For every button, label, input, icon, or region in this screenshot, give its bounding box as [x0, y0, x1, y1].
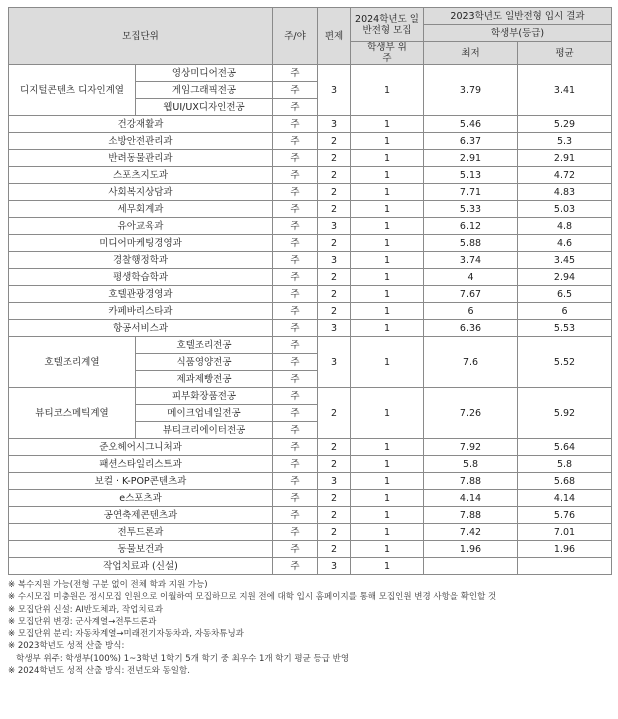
grade-cell: 3 — [318, 473, 351, 490]
min-cell: 4.14 — [424, 490, 518, 507]
table-row — [9, 524, 612, 541]
grade-cell: 2 — [318, 490, 351, 507]
plan-cell: 1 — [351, 116, 424, 133]
avg-cell: 1.96 — [518, 541, 612, 558]
department-name-cell: 전투드론과 — [9, 524, 273, 541]
department-name-cell: 스포츠지도과 — [9, 167, 273, 184]
day-night-cell: 주 — [273, 184, 318, 201]
plan-cell: 1 — [351, 490, 424, 507]
plan-cell: 1 — [351, 184, 424, 201]
department-name-cell: 평생학습학과 — [9, 269, 273, 286]
footnote-line: ※ 모집단위 변경: 군사계열→전투드론과 — [8, 616, 157, 627]
avg-cell: 5.29 — [518, 116, 612, 133]
grade-cell: 3 — [318, 320, 351, 337]
group-name-cell: 디지털콘텐츠 디자인계열 — [9, 65, 136, 116]
header-day-night: 주/야 — [273, 8, 318, 65]
day-night-cell: 주 — [273, 218, 318, 235]
footnote-line: ※ 2023학년도 성적 산출 방식: — [8, 641, 125, 652]
day-night-cell: 주 — [273, 456, 318, 473]
min-cell: 7.92 — [424, 439, 518, 456]
min-cell: 7.26 — [424, 388, 518, 439]
min-cell: 2.91 — [424, 150, 518, 167]
min-cell: 4 — [424, 269, 518, 286]
plan-cell: 1 — [351, 150, 424, 167]
table-row — [9, 269, 612, 286]
plan-cell: 1 — [351, 473, 424, 490]
footnote-line: ※ 모집단위 신설: AI반도체과, 작업치료과 — [8, 604, 163, 615]
department-name-cell: 보컬 · K-POP콘텐츠과 — [9, 473, 273, 490]
min-cell: 7.42 — [424, 524, 518, 541]
day-night-cell: 주 — [273, 354, 318, 371]
department-name-cell: 건강재활과 — [9, 116, 273, 133]
footnotes — [8, 579, 611, 677]
plan-cell: 1 — [351, 524, 424, 541]
table-row — [9, 116, 612, 133]
department-name-cell: 소방안전관리과 — [9, 133, 273, 150]
avg-cell: 5.64 — [518, 439, 612, 456]
table-row — [9, 337, 612, 354]
plan-cell: 1 — [351, 133, 424, 150]
table-row — [9, 201, 612, 218]
day-night-cell: 주 — [273, 558, 318, 575]
department-name-cell: 동물보건과 — [9, 541, 273, 558]
table-row — [9, 252, 612, 269]
table-row — [9, 541, 612, 558]
day-night-cell: 주 — [273, 201, 318, 218]
table-row — [9, 320, 612, 337]
avg-cell: 5.92 — [518, 388, 612, 439]
major-name-cell: 피부화장품전공 — [136, 388, 273, 405]
header-plan-2024: 2024학년도 일반전형 모집 — [351, 8, 424, 42]
day-night-cell: 주 — [273, 524, 318, 541]
day-night-cell: 주 — [273, 371, 318, 388]
grade-cell: 2 — [318, 456, 351, 473]
header-min: 최저 — [424, 42, 518, 65]
department-name-cell: 패션스타일리스트과 — [9, 456, 273, 473]
avg-cell: 2.94 — [518, 269, 612, 286]
grade-cell: 3 — [318, 337, 351, 388]
avg-cell: 5.68 — [518, 473, 612, 490]
avg-cell: 3.41 — [518, 65, 612, 116]
min-cell: 6 — [424, 303, 518, 320]
avg-cell: 4.6 — [518, 235, 612, 252]
day-night-cell: 주 — [273, 473, 318, 490]
grade-cell: 3 — [318, 116, 351, 133]
grade-cell: 2 — [318, 286, 351, 303]
table-row — [9, 439, 612, 456]
plan-cell: 1 — [351, 388, 424, 439]
department-name-cell: 작업치료과 (신설) — [9, 558, 273, 575]
min-cell: 7.6 — [424, 337, 518, 388]
table-body — [9, 65, 612, 575]
table-row — [9, 150, 612, 167]
department-name-cell: 경찰행정학과 — [9, 252, 273, 269]
grade-cell: 2 — [318, 541, 351, 558]
table-row — [9, 388, 612, 405]
day-night-cell: 주 — [273, 439, 318, 456]
avg-cell: 6.5 — [518, 286, 612, 303]
footnote-line: ※ 복수지원 가능(전형 구분 없이 전체 학과 지원 가능) — [8, 580, 208, 590]
day-night-cell: 주 — [273, 507, 318, 524]
day-night-cell: 주 — [273, 235, 318, 252]
major-name-cell: 호텔조리전공 — [136, 337, 273, 354]
avg-cell: 4.8 — [518, 218, 612, 235]
table-row — [9, 303, 612, 320]
major-name-cell: 제과제빵전공 — [136, 371, 273, 388]
plan-cell: 1 — [351, 252, 424, 269]
table-row — [9, 473, 612, 490]
major-name-cell: 식품영양전공 — [136, 354, 273, 371]
group-name-cell: 호텔조리계열 — [9, 337, 136, 388]
day-night-cell: 주 — [273, 167, 318, 184]
table-row — [9, 286, 612, 303]
avg-cell: 6 — [518, 303, 612, 320]
min-cell: 5.13 — [424, 167, 518, 184]
plan-cell: 1 — [351, 337, 424, 388]
header-transcript: 학생부 위주 — [351, 42, 424, 65]
plan-cell: 1 — [351, 541, 424, 558]
plan-cell: 1 — [351, 456, 424, 473]
plan-cell: 1 — [351, 558, 424, 575]
avg-cell: 3.45 — [518, 252, 612, 269]
avg-cell: 2.91 — [518, 150, 612, 167]
table-row — [9, 235, 612, 252]
avg-cell: 5.52 — [518, 337, 612, 388]
plan-cell: 1 — [351, 286, 424, 303]
header-transcript-grade: 학생부(등급) — [424, 25, 612, 42]
grade-cell: 3 — [318, 252, 351, 269]
grade-cell: 3 — [318, 558, 351, 575]
table-row — [9, 184, 612, 201]
department-name-cell: 호텔관광경영과 — [9, 286, 273, 303]
day-night-cell: 주 — [273, 541, 318, 558]
day-night-cell: 주 — [273, 405, 318, 422]
min-cell: 5.88 — [424, 235, 518, 252]
plan-cell: 1 — [351, 320, 424, 337]
header-avg: 평균 — [518, 42, 612, 65]
avg-cell: 5.53 — [518, 320, 612, 337]
department-name-cell: 유아교육과 — [9, 218, 273, 235]
avg-cell: 4.14 — [518, 490, 612, 507]
major-name-cell: 웹UI/UX디자인전공 — [136, 99, 273, 116]
table-row — [9, 65, 612, 82]
plan-cell: 1 — [351, 65, 424, 116]
min-cell — [424, 558, 518, 575]
day-night-cell: 주 — [273, 116, 318, 133]
min-cell: 7.88 — [424, 473, 518, 490]
department-name-cell: 사회복지상담과 — [9, 184, 273, 201]
day-night-cell: 주 — [273, 320, 318, 337]
department-name-cell: 미디어마케팅경영과 — [9, 235, 273, 252]
major-name-cell: 게임그래픽전공 — [136, 82, 273, 99]
day-night-cell: 주 — [273, 150, 318, 167]
day-night-cell: 주 — [273, 252, 318, 269]
grade-cell: 2 — [318, 184, 351, 201]
min-cell: 3.79 — [424, 65, 518, 116]
min-cell: 6.36 — [424, 320, 518, 337]
table-row — [9, 133, 612, 150]
min-cell: 6.37 — [424, 133, 518, 150]
grade-cell: 2 — [318, 167, 351, 184]
grade-cell: 2 — [318, 524, 351, 541]
department-name-cell: 준오헤어시그니처과 — [9, 439, 273, 456]
plan-cell: 1 — [351, 507, 424, 524]
avg-cell: 7.01 — [518, 524, 612, 541]
table-row — [9, 490, 612, 507]
min-cell: 7.67 — [424, 286, 518, 303]
plan-cell: 1 — [351, 218, 424, 235]
day-night-cell: 주 — [273, 133, 318, 150]
department-name-cell: e스포츠과 — [9, 490, 273, 507]
avg-cell: 5.76 — [518, 507, 612, 524]
footnote-line: ※ 수시모집 미충원은 정시모집 인원으로 이월하여 모집하므로 지원 전에 대학 입시 홈페이지를 통해 모집인원 변경 사항을 확인할 것 — [8, 592, 497, 603]
header-result-2023: 2023학년도 일반전형 입시 결과 — [424, 8, 612, 25]
day-night-cell: 주 — [273, 99, 318, 116]
min-cell: 5.46 — [424, 116, 518, 133]
grade-cell: 2 — [318, 201, 351, 218]
grade-cell: 2 — [318, 235, 351, 252]
major-name-cell: 뷰티크리에이터전공 — [136, 422, 273, 439]
day-night-cell: 주 — [273, 65, 318, 82]
grade-cell: 2 — [318, 507, 351, 524]
plan-cell: 1 — [351, 439, 424, 456]
day-night-cell: 주 — [273, 388, 318, 405]
min-cell: 7.88 — [424, 507, 518, 524]
admission-results-document — [8, 7, 611, 677]
footnote-line: 학생부 위주: 학생부(100%) 1~3학년 1학기 5개 학기 중 최우수 1개 학기 평균 등급 반영 — [8, 653, 350, 664]
department-name-cell: 세무회계과 — [9, 201, 273, 218]
table-row — [9, 456, 612, 473]
avg-cell — [518, 558, 612, 575]
table-row — [9, 218, 612, 235]
header-unit: 모집단위 — [9, 8, 273, 65]
department-name-cell: 공연축제콘텐츠과 — [9, 507, 273, 524]
avg-cell: 5.03 — [518, 201, 612, 218]
grade-cell: 2 — [318, 303, 351, 320]
plan-cell: 1 — [351, 303, 424, 320]
day-night-cell: 주 — [273, 422, 318, 439]
day-night-cell: 주 — [273, 286, 318, 303]
plan-cell: 1 — [351, 201, 424, 218]
major-name-cell: 메이크업네일전공 — [136, 405, 273, 422]
min-cell: 5.33 — [424, 201, 518, 218]
admission-results-table — [8, 7, 612, 575]
grade-cell: 2 — [318, 388, 351, 439]
department-name-cell: 항공서비스과 — [9, 320, 273, 337]
avg-cell: 5.8 — [518, 456, 612, 473]
footnote-line: ※ 2024학년도 성적 산출 방식: 전년도와 동일함. — [8, 666, 190, 677]
header-grade: 편제 — [318, 8, 351, 65]
avg-cell: 4.83 — [518, 184, 612, 201]
avg-cell: 4.72 — [518, 167, 612, 184]
table-row — [9, 558, 612, 575]
grade-cell: 2 — [318, 133, 351, 150]
plan-cell: 1 — [351, 167, 424, 184]
grade-cell: 3 — [318, 65, 351, 116]
grade-cell: 2 — [318, 439, 351, 456]
plan-cell: 1 — [351, 235, 424, 252]
day-night-cell: 주 — [273, 82, 318, 99]
grade-cell: 3 — [318, 218, 351, 235]
table-row — [9, 167, 612, 184]
day-night-cell: 주 — [273, 269, 318, 286]
day-night-cell: 주 — [273, 337, 318, 354]
department-name-cell: 반려동물관리과 — [9, 150, 273, 167]
day-night-cell: 주 — [273, 490, 318, 507]
min-cell: 7.71 — [424, 184, 518, 201]
table-header — [9, 8, 612, 65]
group-name-cell: 뷰티코스메틱계열 — [9, 388, 136, 439]
department-name-cell: 카페바리스타과 — [9, 303, 273, 320]
min-cell: 6.12 — [424, 218, 518, 235]
day-night-cell: 주 — [273, 303, 318, 320]
table-row — [9, 507, 612, 524]
grade-cell: 2 — [318, 150, 351, 167]
major-name-cell: 영상미디어전공 — [136, 65, 273, 82]
footnote-line: ※ 모집단위 분리: 자동차계열→미래전기자동차과, 자동차튜닝과 — [8, 629, 244, 640]
plan-cell: 1 — [351, 269, 424, 286]
min-cell: 3.74 — [424, 252, 518, 269]
grade-cell: 2 — [318, 269, 351, 286]
min-cell: 1.96 — [424, 541, 518, 558]
avg-cell: 5.3 — [518, 133, 612, 150]
min-cell: 5.8 — [424, 456, 518, 473]
